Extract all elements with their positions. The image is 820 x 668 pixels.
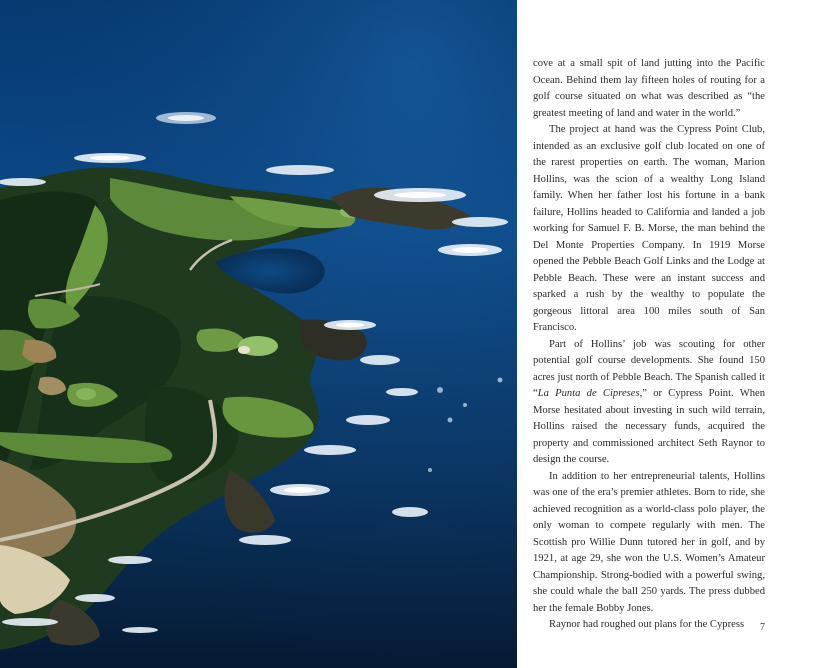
paragraph-hollins-athlete: In addition to her entrepreneurial talents, Hollins was one of the era’s premier athletes. Born to ride, she achieved recognition as a world-class polo player, the only woman to compete regularly with men. The Scottish pro Willie Dunn tutored her in golf, and by 1921, at age 29, she won the U.S. Women’s Amateur Championship. Strong-bodied with a powerful swing, she could whale the ball 250 yards. The press dubbed her the female Bobby Jones. [533,470,765,614]
body-text-column [533,56,765,634]
paragraph-text: ,” or Cypress Point. When Morse hesitated about investing in such wild terrain, Hollins raised the necessary funds, acquired the property and commissioned architect Seth Raynor to design the course. [533,388,766,465]
paragraph-cypress-point-club: The project at hand was the Cypress Point Club, intended as an exclusive golf club located on one of the rarest properties on earth. The woman, Marion Hollins, was the scion of a wealthy Long Island family. When her father lost his fortune in a bank failure, Hollins headed to California and landed a job working for Samuel F. B. Morse, the man behind the Del Monte Properties Company. In 1919 Morse opened the Pebble Beach Golf Links and the Lodge at Pebble Beach. These were an instant success and sparked a rush by the wealthy to populate the gorgeous littoral area 100 miles south of San Francisco. [533,124,765,333]
italic-spanish-name: La Punta de Cipreses [537,388,640,399]
paragraph-raynor-plans: Raynor had roughed out plans for the Cypress [549,619,745,630]
page-number: 7 [760,622,765,633]
paragraph-continued: cove at a small spit of land jutting into the Pacific Ocean. Behind them lay fifteen holes of routing for a golf course situated on what was described as “the greatest meeting of land and water in the world.” [533,58,765,119]
text-page [517,0,820,668]
paragraph-text: Part of Hollins’ job was scouting for other potential golf course developments. She found 150 acres just north of Pebble Beach. The Spanish called it “ [533,338,765,399]
paragraph-hollins-scouting [533,337,765,469]
